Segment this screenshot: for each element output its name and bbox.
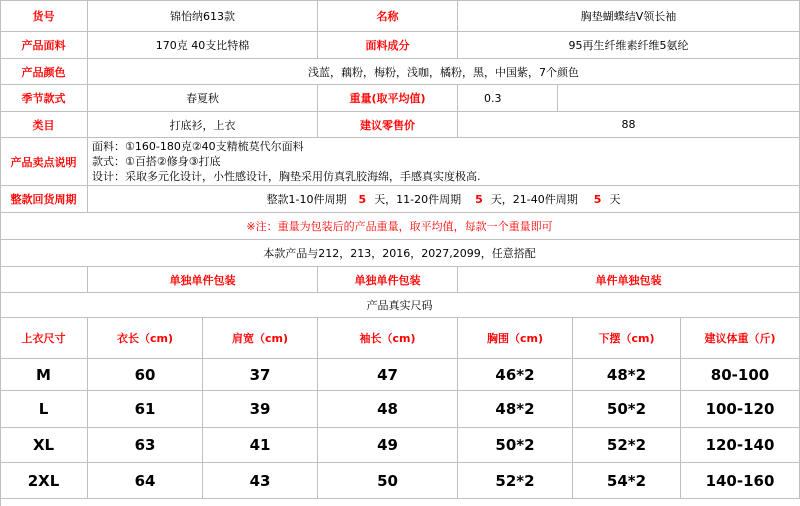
size-header-weight: 建议体重（斤) [681,318,800,359]
size-cell-m-shoulder: 37 [203,359,318,391]
value-item-no: 锦怡纳613款 [88,0,318,32]
value-name: 胸垫蝴蝶结V领长袖 [458,0,800,32]
size-header-bust: 胸围（cm) [458,318,573,359]
value-fabric: 170克 40支比特棉 [88,32,318,59]
label-return-cycle: 整款回货周期 [0,186,88,213]
size-cell-l-bust: 48*2 [458,391,573,428]
package-label-1: 单独单件包装 [88,267,318,293]
size-header-length: 衣长（cm) [88,318,203,359]
weight-note [0,213,800,240]
size-cell-2xl-shoulder: 43 [203,463,318,499]
size-cell-xl-hem: 52*2 [573,428,681,463]
size-cell-2xl-size: 2XL [0,463,88,499]
size-cell-l-size: L [0,391,88,428]
size-cell-l-sleeve: 48 [318,391,458,428]
cycle-days-1: 5 [358,192,367,206]
size-cell-l-hem: 50*2 [573,391,681,428]
label-retail-price: 建议零售价 [318,112,458,138]
size-header-hem: 下摆（cm) [573,318,681,359]
selling-point-line-3: 设计：采取多元化设计，小性感设计，胸垫采用仿真乳胶海绵，手感真实度极高. [92,170,481,183]
label-item-no: 货号 [0,0,88,32]
label-weight: 重量(取平均值) [318,85,458,112]
value-colors: 浅蓝，藕粉，梅粉，浅咖，橘粉，黑，中国紫，7个颜色 [88,59,800,85]
package-empty-cell [0,267,88,293]
size-header-shoulder: 肩宽（cm) [203,318,318,359]
size-cell-2xl-length: 64 [88,463,203,499]
label-selling-points: 产品卖点说明 [0,138,88,186]
value-weight: 0.3 [458,85,558,112]
value-return-cycle [88,186,800,213]
cycle-days-3: 5 [593,192,602,206]
value-category: 打底衫，上衣 [88,112,318,138]
selling-points-text [88,138,800,186]
value-season: 春夏秋 [88,85,318,112]
label-name: 名称 [318,0,458,32]
weight-empty-cell [558,85,800,112]
cycle-days-2: 5 [475,192,483,206]
cycle-unit: 天 [609,193,621,206]
cycle-1-10: 整款1-10件周期 [266,193,347,206]
label-colors: 产品颜色 [0,59,88,85]
size-cell-m-bust: 46*2 [458,359,573,391]
size-cell-m-hem: 48*2 [573,359,681,391]
label-season: 季节款式 [0,85,88,112]
size-header-size: 上衣尺寸 [0,318,88,359]
size-cell-2xl-bust: 52*2 [458,463,573,499]
size-cell-l-shoulder: 39 [203,391,318,428]
size-cell-xl-length: 63 [88,428,203,463]
label-fabric: 产品面料 [0,32,88,59]
size-cell-xl-size: XL [0,428,88,463]
size-cell-2xl-sleeve: 50 [318,463,458,499]
size-cell-2xl-hem: 54*2 [573,463,681,499]
cycle-11-20: 天，11-20件周期 [374,193,462,206]
value-retail-price: 88 [458,112,800,138]
value-composition: 95再生纤维素纤维5氨纶 [458,32,800,59]
size-table-title: 产品真实尺码 [0,293,800,318]
size-cell-l-weight: 100-120 [681,391,800,428]
weight-note-text: ※注：重量为包装后的产品重量，取平均值，每款一个重量即可 [246,220,553,233]
size-cell-xl-shoulder: 41 [203,428,318,463]
package-label-2: 单独单件包装 [318,267,458,293]
size-cell-m-size: M [0,359,88,391]
package-label-3: 单件单独包装 [458,267,800,293]
size-cell-m-weight: 80-100 [681,359,800,391]
size-cell-xl-bust: 50*2 [458,428,573,463]
size-header-sleeve: 袖长（cm) [318,318,458,359]
selling-point-line-2: 款式：①百搭②修身③打底 [92,155,221,168]
label-category: 类目 [0,112,88,138]
match-note: 本款产品与212，213，2016，2027,2099，任意搭配 [0,240,800,267]
size-cell-xl-sleeve: 49 [318,428,458,463]
size-cell-2xl-weight: 140-160 [681,463,800,499]
size-cell-m-length: 60 [88,359,203,391]
cycle-21-40: 天，21-40件周期 [490,193,578,206]
size-cell-m-sleeve: 47 [318,359,458,391]
label-composition: 面料成分 [318,32,458,59]
size-cell-xl-weight: 120-140 [681,428,800,463]
selling-point-line-1: 面料：①160-180克②40支精梳莫代尔面料 [92,140,304,153]
size-cell-l-length: 61 [88,391,203,428]
